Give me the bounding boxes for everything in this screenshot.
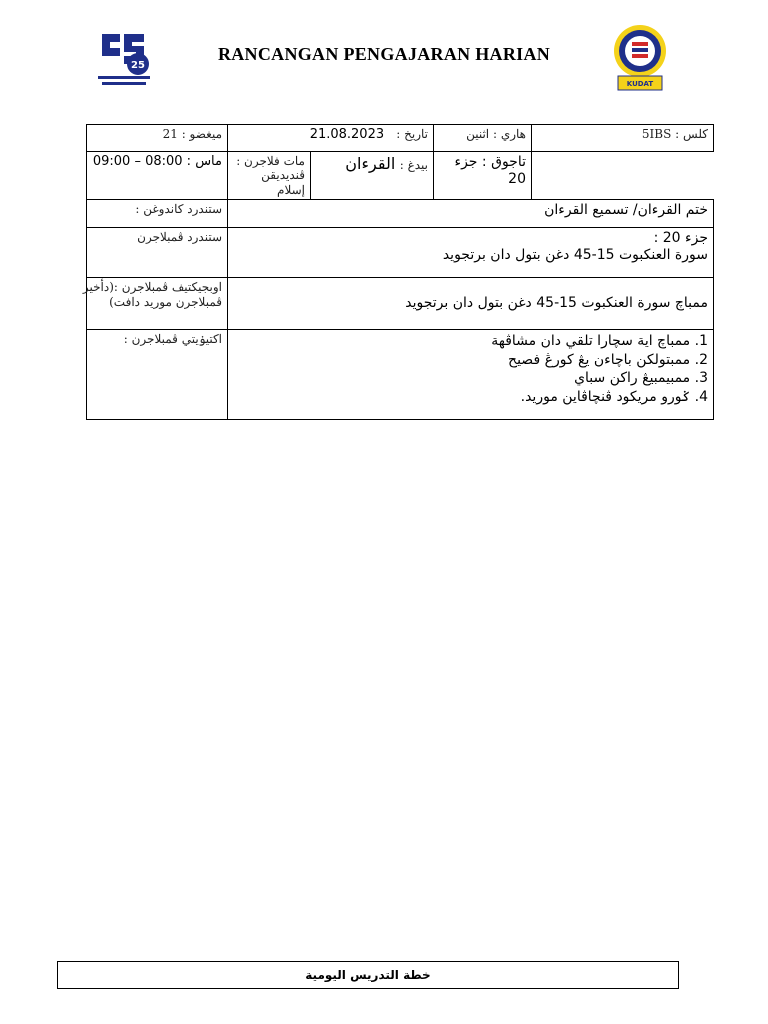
day-cell: هاري : اثنين: [434, 125, 532, 152]
week-cell: ميغضو : 21: [87, 125, 228, 152]
objective-label-line-2: ڤمبلاجرن موريد دافت): [109, 294, 222, 309]
row-week-date: [87, 125, 714, 152]
activity-item: 3. ممبيمبيڠ راکن سباي: [574, 370, 708, 387]
logo-left-number: 25: [131, 60, 145, 71]
class-cell: کلس : 5IBS: [532, 125, 714, 152]
activity-label: اکتيۏيتي ڤمبلاجرن :: [87, 330, 228, 420]
row-objective: [87, 278, 714, 330]
date-label: تاريخ :: [396, 127, 428, 141]
subject-cell: مات فلاجرن : ڤنديديقن إسلام: [228, 152, 311, 200]
activity-item: 1. ممباچ اية سچارا تلقي دان مشاڤهة: [491, 333, 708, 350]
school-crest-right: [610, 24, 670, 94]
field-label: بيدغ :: [399, 158, 428, 172]
objective-value: ممباچ سورة العنكبوت 15-45 دغن بتول دان برتجويد: [228, 278, 714, 330]
topic-cell: تاجوق : جزء 20: [434, 152, 532, 200]
footer-title: خطة التدريس اليومية: [57, 961, 679, 989]
row-activities: [87, 330, 714, 420]
crest-label: KUDAT: [626, 80, 654, 88]
learning-standard-value: [228, 228, 714, 278]
content-standard-label: ستندرد کاندوغن :: [87, 200, 228, 228]
activity-list: [233, 332, 708, 406]
activity-item: 2. ممبتولکن باچاءن يڠ کورڠ فصيح: [508, 351, 708, 368]
row-time-subject: [87, 152, 714, 200]
lesson-plan-table: [82, 124, 714, 420]
content-standard-value: ختم القرءان/ تسميع القرءان: [228, 200, 714, 228]
date-cell: [228, 125, 434, 152]
time-cell: ماس : 08:00 – 09:00: [87, 152, 228, 200]
activity-item: 4. ݢورو مريکود ڤنچاڤاين موريد.: [520, 388, 708, 405]
date-value: 21.08.2023: [309, 127, 385, 142]
learning-standard-line-1: جزء 20 :: [653, 230, 708, 247]
field-value: القرءان: [345, 154, 396, 173]
objective-label-line-1: اوبجيکتيف ڤمبلاجرن :(دأخير: [82, 280, 222, 295]
page-title: RANCANGAN PENGAJARAN HARIAN: [217, 44, 551, 64]
objective-label: [82, 278, 228, 330]
field-cell: [311, 152, 434, 200]
row-content-standard: [87, 200, 714, 228]
activity-list-cell: [228, 330, 714, 420]
row-learning-standard: [87, 228, 714, 278]
learning-standard-line-2: سورة العنكبوت 15-45 دغن بتول دان برتجويد: [442, 246, 708, 263]
learning-standard-label: ستندرد ڤمبلاجرن: [87, 228, 228, 278]
